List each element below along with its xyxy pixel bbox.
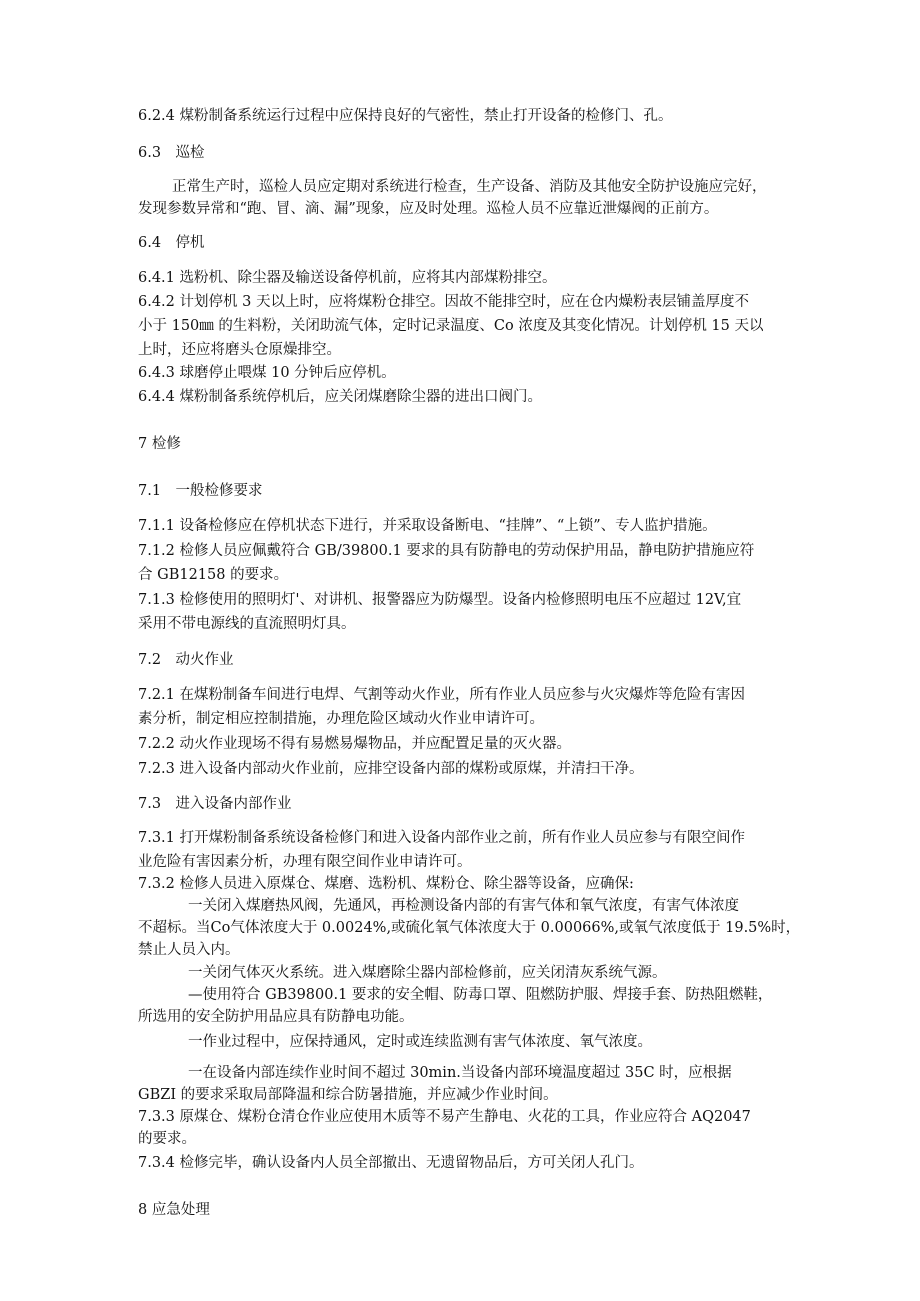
heading-8: 8 应急处理 [138, 1202, 210, 1218]
clause-7-3-4: 7.3.4 检修完毕，确认设备内人员全部撤出、无遗留物品后，方可关闭人孔门。 [138, 1155, 644, 1171]
clause-7-2-2: 7.2.2 动火作业现场不得有易燃易爆物品，并应配置足量的灭火器。 [138, 736, 572, 752]
clause-7-1-2-line2: 合 GB12158 的要求。 [138, 567, 289, 583]
heading-7-1: 7.1 一般检修要求 [138, 483, 263, 499]
heading-7: 7 检修 [138, 436, 181, 452]
clause-7-1-2-line1: 7.1.2 检修人员应佩戴符合 GB/39800.1 要求的具有防静电的劳动保护用品，静电防护措施应符 [138, 543, 755, 559]
clause-7-2-1-line1: 7.2.1 在煤粉制备车间进行电焊、气割等动火作业，所有作业人员应参与火灾爆炸等危险有害因 [138, 687, 745, 703]
bullet-1-line1: 一关闭入煤磨热风阀，先通风，再检测设备内部的有害气体和氧气浓度，有害气体浓度 [188, 898, 739, 914]
heading-7-3: 7.3 进入设备内部作业 [138, 796, 292, 812]
clause-7-3-1-line1: 7.3.1 打开煤粉制备系统设备检修门和进入设备内部作业之前，所有作业人员应参与有限空间作 [138, 830, 745, 846]
bullet-3-line1: —使用符合 GB39800.1 要求的安全帽、防毒口罩、阻燃防护服、焊接手套、防热阻燃鞋， [188, 987, 773, 1003]
clause-7-2-3: 7.2.3 进入设备内部动火作业前，应排空设备内部的煤粉或原煤，并清扫干净。 [138, 761, 644, 777]
clause-6-4-4: 6.4.4 煤粉制备系统停机后，应关闭煤磨除尘器的进出口阀门。 [138, 389, 543, 405]
clause-7-1-1: 7.1.1 设备检修应在停机状态下进行，并采取设备断电、“挂牌”、“上锁”、专人监护措施。 [138, 518, 717, 534]
clause-7-3-3-line2: 的要求。 [138, 1131, 196, 1147]
bullet-2: 一关闭气体灭火系统。进入煤磨除尘器内部检修前，应关闭清灰系统气源。 [188, 965, 667, 981]
clause-6-4-2-line2: 小于 150㎜ 的生料粉，关闭助流气体，定时记录温度、Co 浓度及其变化情况。计划停机 15 天以 [138, 318, 764, 334]
bullet-5-line2: GBZI 的要求采取局部降温和综合防暑措施，并应减少作业时间。 [138, 1087, 558, 1103]
clause-6-4-1: 6.4.1 选粉机、除尘器及输送设备停机前，应将其内部煤粉排空。 [138, 270, 557, 286]
clause-7-1-3-line1: 7.1.3 检修使用的照明灯'、对讲机、报警器应为防爆型。设备内检修照明电压不应超过 12V,宜 [138, 592, 742, 608]
heading-7-2: 7.2 动火作业 [138, 652, 234, 668]
bullet-3-line2: 所选用的安全防护用品应具有防静电功能。 [138, 1009, 414, 1025]
paragraph-6-3-line1: 正常生产时，巡检人员应定期对系统进行检查，生产设备、消防及其他安全防护设施应完好， [172, 179, 767, 195]
clause-7-1-3-line2: 采用不带电源线的直流照明灯具。 [138, 616, 356, 632]
clause-6-4-2-line1: 6.4.2 计划停机 3 天以上时，应将煤粉仓排空。因故不能排空时，应在仓内燥粉表层铺盖厚度不 [138, 294, 749, 310]
bullet-1-line2: 不超标。当Co气体浓度大于 0.0024%,或硫化氧气体浓度大于 0.00066%,或氧气浓度低于 19.5%时， [138, 920, 801, 936]
bullet-4: 一作业过程中，应保持通风，定时或连续监测有害气体浓度、氧气浓度。 [188, 1034, 652, 1050]
paragraph-6-3-line2: 发现参数异常和“跑、冒、滴、漏”现象，应及时处理。巡检人员不应靠近泄爆阀的正前方。 [138, 201, 719, 217]
heading-6-3: 6.3 巡检 [138, 145, 205, 161]
clause-7-3-3-line1: 7.3.3 原煤仓、煤粉仓清仓作业应使用木质等不易产生静电、火花的工具，作业应符合 AQ2047 [138, 1109, 751, 1125]
bullet-5-line1: 一在设备内部连续作业时间不超过 30min.当设备内部环境温度超过 35C 时，应根据 [188, 1065, 732, 1081]
clause-6-2-4: 6.2.4 煤粉制备系统运行过程中应保持良好的气密性，禁止打开设备的检修门、孔。 [138, 108, 673, 124]
clause-7-3-2: 7.3.2 检修人员进入原煤仓、煤磨、选粉机、煤粉仓、除尘器等设备，应确保: [138, 876, 634, 892]
clause-6-4-3: 6.4.3 球磨停止喂煤 10 分钟后应停机。 [138, 365, 396, 381]
bullet-1-line3: 禁止人员入内。 [138, 942, 240, 958]
clause-6-4-2-line3: 上时，还应将磨头仓原燥排空。 [138, 342, 341, 358]
heading-6-4: 6.4 停机 [138, 235, 205, 251]
clause-7-2-1-line2: 素分析，制定相应控制措施，办理危险区域动火作业申请许可。 [138, 711, 544, 727]
clause-7-3-1-line2: 业危险有害因素分析，办理有限空间作业申请许可。 [138, 854, 472, 870]
